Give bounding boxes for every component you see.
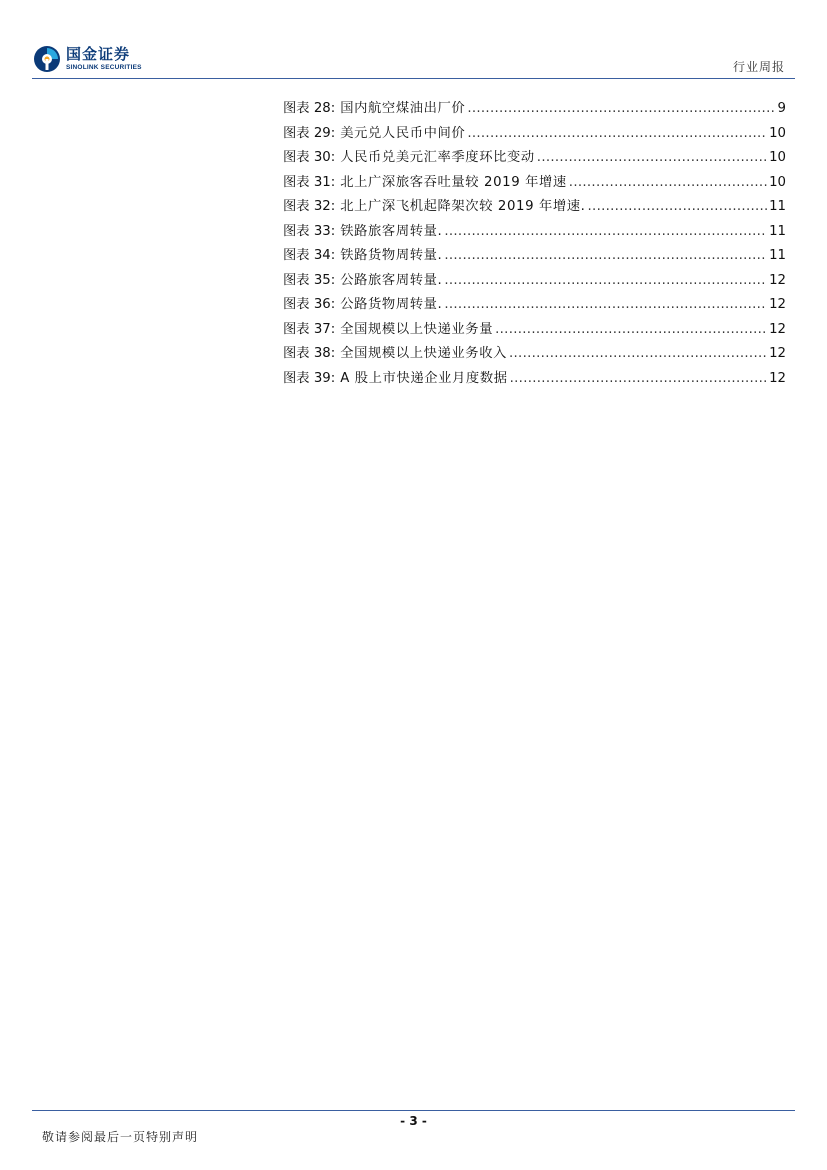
toc-entry[interactable] [283,198,786,223]
toc-separator: : [330,223,336,239]
toc-leader-dots [444,272,767,290]
toc-separator: : [330,248,336,263]
toc-page-number: 10 [769,150,786,165]
toc-leader-dots [444,296,767,314]
toc-leader-dots [467,125,767,143]
footer-divider [32,1110,795,1111]
toc-page-number: 11 [769,223,786,239]
toc-leader-dots [467,100,775,118]
toc-figure-title: 人民币兑美元汇率季度环比变动 [340,150,535,165]
page-header [0,0,827,80]
toc-figure-title: 北上广深旅客吞吐量较 2019 年增速 [340,174,567,190]
toc-separator: : [330,297,336,312]
toc-page-number: 12 [769,321,786,337]
toc-figure-title: 公路货物周转量. [340,297,443,312]
toc-figure-title: 全国规模以上快递业务量 [340,321,494,337]
toc-entry[interactable] [283,296,786,321]
report-type-label: 行业周报 [732,60,785,74]
toc-page-number: 11 [769,248,786,263]
toc-figure-label: 图表 34 [283,248,331,263]
brand-name-en: SINOLINK SECURITIES [66,63,142,71]
toc-figure-label: 图表 35 [283,272,331,288]
toc-figure-label: 图表 37 [283,321,331,337]
toc-entry[interactable] [283,370,786,395]
toc-figure-label: 图表 30 [283,150,331,165]
figure-index-list [283,100,786,394]
toc-leader-dots [569,174,767,192]
toc-figure-title: 公路旅客周转量. [340,272,443,288]
toc-page-number: 10 [769,174,786,190]
toc-figure-label: 图表 39 [283,370,331,386]
toc-figure-title: 铁路旅客周转量. [340,223,443,239]
toc-figure-title: 美元兑人民币中间价 [340,125,466,141]
toc-figure-title: A 股上市快递企业月度数据 [340,370,508,386]
toc-leader-dots [495,321,767,339]
header-divider [32,78,795,79]
toc-page-number: 12 [769,272,786,288]
brand-name-cn: 国金证券 [66,44,131,63]
toc-page-number: 12 [769,297,786,312]
toc-leader-dots [588,198,768,216]
toc-entry[interactable] [283,247,786,272]
toc-page-number: 12 [769,370,786,386]
toc-leader-dots [537,149,767,167]
toc-figure-label: 图表 28 [283,101,331,116]
toc-leader-dots [444,247,767,265]
toc-figure-label: 图表 29 [283,125,331,141]
page-number: - 3 - [400,1114,427,1128]
toc-leader-dots [510,370,767,388]
toc-figure-label: 图表 38 [283,346,331,361]
toc-page-number: 11 [769,199,786,214]
toc-separator: : [330,370,336,386]
logo-mark-icon [32,44,62,74]
toc-separator: : [330,150,336,165]
toc-figure-title: 铁路货物周转量. [340,248,443,263]
toc-page-number: 10 [769,125,786,141]
toc-separator: : [330,125,336,141]
toc-entry[interactable] [283,149,786,174]
toc-separator: : [330,321,336,337]
toc-entry[interactable] [283,321,786,346]
toc-separator: : [330,272,336,288]
toc-figure-label: 图表 33 [283,223,331,239]
toc-entry[interactable] [283,223,786,248]
toc-entry[interactable] [283,100,786,125]
toc-separator: : [330,174,336,190]
toc-page-number: 9 [777,101,786,116]
toc-separator: : [330,346,336,361]
toc-page-number: 12 [769,346,786,361]
toc-figure-title: 北上广深飞机起降架次较 2019 年增速. [340,199,586,214]
toc-entry[interactable] [283,125,786,150]
disclaimer-text: 敬请参阅最后一页特别声明 [42,1130,199,1144]
toc-leader-dots [509,345,767,363]
brand-logo [32,44,142,74]
toc-figure-title: 全国规模以上快递业务收入 [340,346,507,361]
toc-figure-title: 国内航空煤油出厂价 [340,101,466,116]
toc-entry[interactable] [283,272,786,297]
toc-figure-label: 图表 32 [283,199,331,214]
toc-separator: : [330,101,336,116]
toc-leader-dots [444,223,767,241]
toc-figure-label: 图表 31 [283,174,331,190]
toc-figure-label: 图表 36 [283,297,331,312]
toc-entry[interactable] [283,174,786,199]
toc-separator: : [330,199,336,214]
toc-entry[interactable] [283,345,786,370]
